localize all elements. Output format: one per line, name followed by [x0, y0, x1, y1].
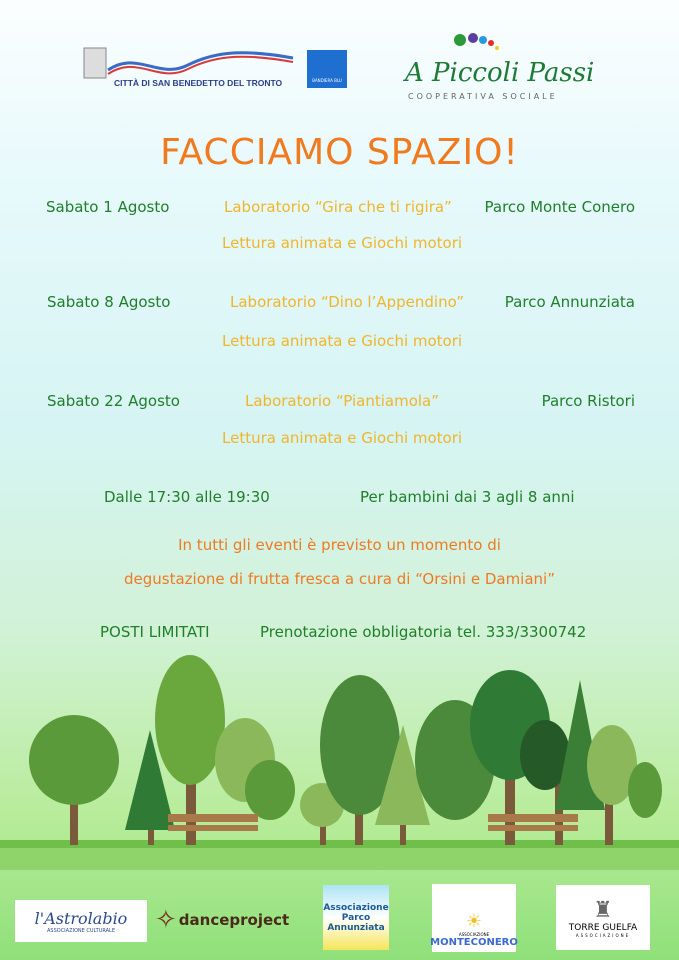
- limited-seats: POSTI LIMITATI: [100, 623, 210, 641]
- event-date: Sabato 1 Agosto: [46, 198, 170, 216]
- event-activity: Lettura animata e Giochi motori: [222, 332, 463, 350]
- booking-info: Prenotazione obbligatoria tel. 333/3300742: [260, 623, 587, 641]
- event-lab: Laboratorio “Dino l’Appendino”: [230, 293, 465, 311]
- sponsor-monteconero-logo: ☀ ASSOCIAZIONE MONTECONERO: [432, 884, 516, 952]
- sponsor-parco-annunziata-logo: Associazione Parco Annunziata: [323, 885, 389, 950]
- event-time: Dalle 17:30 alle 19:30: [104, 488, 270, 506]
- event-lab: Laboratorio “Gira che ti rigira”: [224, 198, 452, 216]
- coop-subtitle: COOPERATIVA SOCIALE: [408, 92, 558, 101]
- tasting-note-1: In tutti gli eventi è previsto un momento di: [178, 536, 501, 554]
- tasting-note-2: degustazione di frutta fresca a cura di “Orsini e Damiani”: [124, 570, 555, 588]
- blue-flag-logo: [307, 50, 347, 88]
- event-activity: Lettura animata e Giochi motori: [222, 429, 463, 447]
- sponsor-torre-guelfa-logo: ♜ TORRE GUELFA ASSOCIAZIONE: [556, 885, 650, 950]
- sponsor-danceproject-logo: ✧ danceproject: [155, 905, 290, 935]
- page-title: FACCIAMO SPAZIO!: [160, 132, 519, 173]
- city-name: CITTÀ DI SAN BENEDETTO DEL TRONTO: [114, 78, 283, 88]
- event-place: Parco Monte Conero: [484, 198, 635, 216]
- coop-logo: [400, 30, 595, 105]
- event-lab: Laboratorio “Piantiamola”: [245, 392, 439, 410]
- sponsor-astrolabio-logo: l'Astrolabio ASSOCIAZIONE CULTURALE: [15, 900, 147, 942]
- event-place: Parco Ristori: [541, 392, 635, 410]
- age-range: Per bambini dai 3 agli 8 anni: [360, 488, 575, 506]
- city-logo: [78, 40, 298, 95]
- event-date: Sabato 22 Agosto: [47, 392, 180, 410]
- coop-name: A Piccoli Passi: [405, 58, 595, 88]
- event-place: Parco Annunziata: [504, 293, 635, 311]
- event-activity: Lettura animata e Giochi motori: [222, 234, 463, 252]
- flag-label: BANDIERA BLU: [312, 78, 342, 83]
- park-trees-illustration: [0, 650, 679, 870]
- event-date: Sabato 8 Agosto: [47, 293, 171, 311]
- footprint-dots-icon: [400, 30, 565, 60]
